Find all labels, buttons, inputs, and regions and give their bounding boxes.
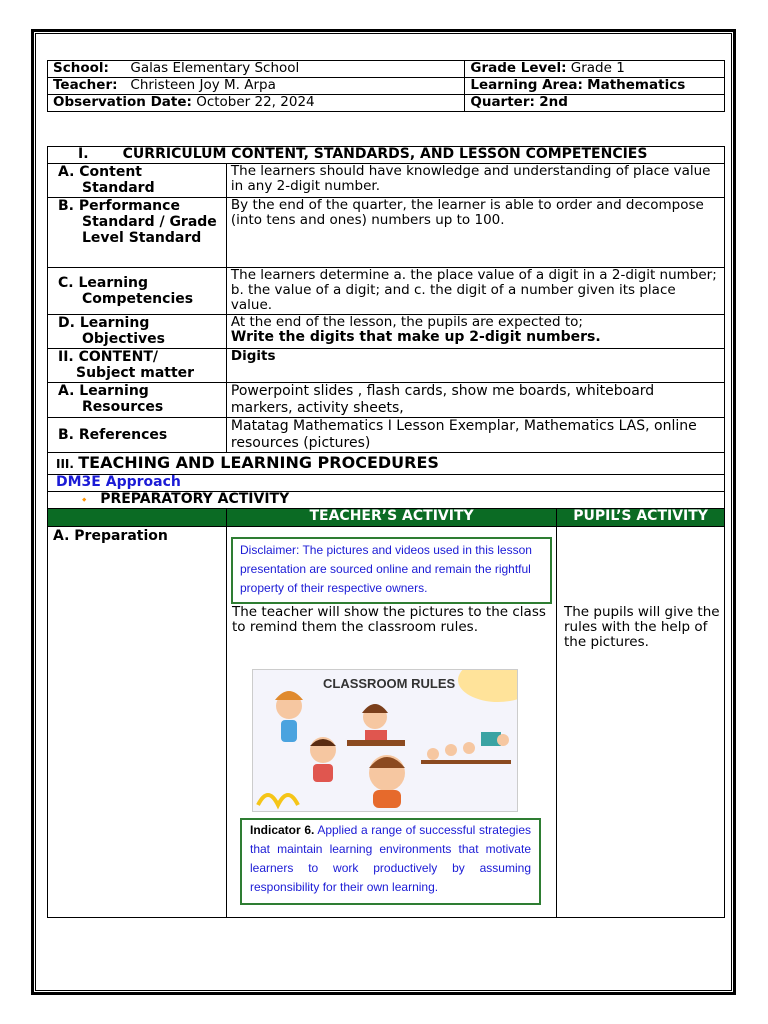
down-arrow-icon: 🔸 [78,495,91,506]
section3-heading [48,453,725,475]
prep-activity-heading [48,492,725,509]
prep-activity-title: PREPARATORY ACTIVITY [100,491,290,507]
row-label: A. Content [58,164,142,180]
row-label: II. CONTENT/ [58,349,158,365]
resources-label [48,383,227,418]
row-label-2: Competencies [82,291,194,307]
references-label: B. References [48,418,227,453]
empty-header-cell [48,509,227,527]
area-label: Learning Area: [470,77,583,93]
school-value: Galas Elementary School [130,60,300,76]
pupil-activity-cell [557,527,725,918]
disclaimer-box: Disclaimer: The pictures and videos used in this lesson presentation are sourced online and remain the rightful property of their respective owners. [231,537,552,604]
section1-title: CURRICULUM CONTENT, STANDARDS, AND LESSON COMPETENCIES [122,146,648,162]
objectives-bold: Write the digits that make up 2-digit numbers. [230,329,601,345]
objectives-text: At the end of the lesson, the pupils are expected to; [230,314,583,330]
objectives-cell [226,315,724,349]
date-label: Observation Date: [53,94,192,110]
quarter-value: 2nd [539,94,568,110]
pupil-activity-header: PUPIL’S ACTIVITY [557,509,725,527]
quarter-label: Quarter: [470,94,535,110]
date-value: October 22, 2024 [196,94,315,110]
header-table [47,60,725,112]
approach-label: DM3E Approach [48,475,725,492]
row-label: C. Learning [58,275,148,291]
indicator-text: Applied a range of successful strategies that maintain learning environments that motivate learners to work productively by assuming responsibility for their own learning. [250,823,531,894]
classroom-rules-image [252,669,518,812]
row-label-2: Resources [82,399,164,415]
image-title: CLASSROOM RULES [323,676,456,691]
section1-num: I. [78,146,89,162]
pupil-activity-text: The pupils will give the rules with the help of the pictures. [564,604,720,650]
teacher-activity-header: TEACHER’S ACTIVITY [226,509,556,527]
quarter-cell [465,95,725,112]
grade-cell [465,61,725,78]
date-cell [48,95,465,112]
section1-heading [48,147,725,164]
objectives-label [48,315,227,349]
classroom-illustration [253,670,517,811]
teacher-activity-text: The teacher will show the pictures to the class to remind them the classroom rules. [232,604,546,635]
area-value: Mathematics [587,77,686,93]
teacher-label: Teacher: [53,77,118,93]
performance-standard-label [48,198,227,268]
school-cell [48,61,465,78]
row-label-2: Subject matter [76,365,195,381]
teacher-value: Christeen Joy M. Arpa [130,77,276,93]
preparation-label: A. Preparation [48,527,227,918]
section3-title: TEACHING AND LEARNING PROCEDURES [78,453,439,472]
section3-num: III. [56,457,74,471]
area-cell [465,78,725,95]
content-standard-text: The learners should have knowledge and understanding of place value in any 2-digit number. [226,164,724,198]
indicator-box [240,818,541,905]
grade-label: Grade Level: [470,60,567,76]
school-label: School: [53,60,109,76]
row-label: D. Learning [58,315,150,331]
resources-text: Powerpoint slides , flash cards, show me boards, whiteboard markers, activity sheets, [226,383,724,418]
teacher-cell [48,78,465,95]
content-standard-label [48,164,227,198]
grade-value: Grade 1 [570,60,625,76]
competencies-text: The learners determine a. the place value of a digit in a 2-digit number; b. the value of a digit; and c. the digit of a number given its place value. [226,268,724,315]
content-label [48,349,227,383]
row-label-2: Objectives [82,331,165,347]
row-label-2: Standard [82,180,155,196]
row-label: A. Learning [58,383,149,399]
competencies-label [48,268,227,315]
indicator-label: Indicator 6. [250,823,315,837]
content-text: Digits [226,349,724,383]
performance-standard-text: By the end of the quarter, the learner is able to order and decompose (into tens and ones) numbers up to 100. [226,198,724,268]
row-label: B. Performance [58,198,180,214]
references-text: Matatag Mathematics I Lesson Exemplar, Mathematics LAS, online resources (pictures) [226,418,724,453]
row-label-2: Standard / Grade Level Standard [82,214,217,246]
